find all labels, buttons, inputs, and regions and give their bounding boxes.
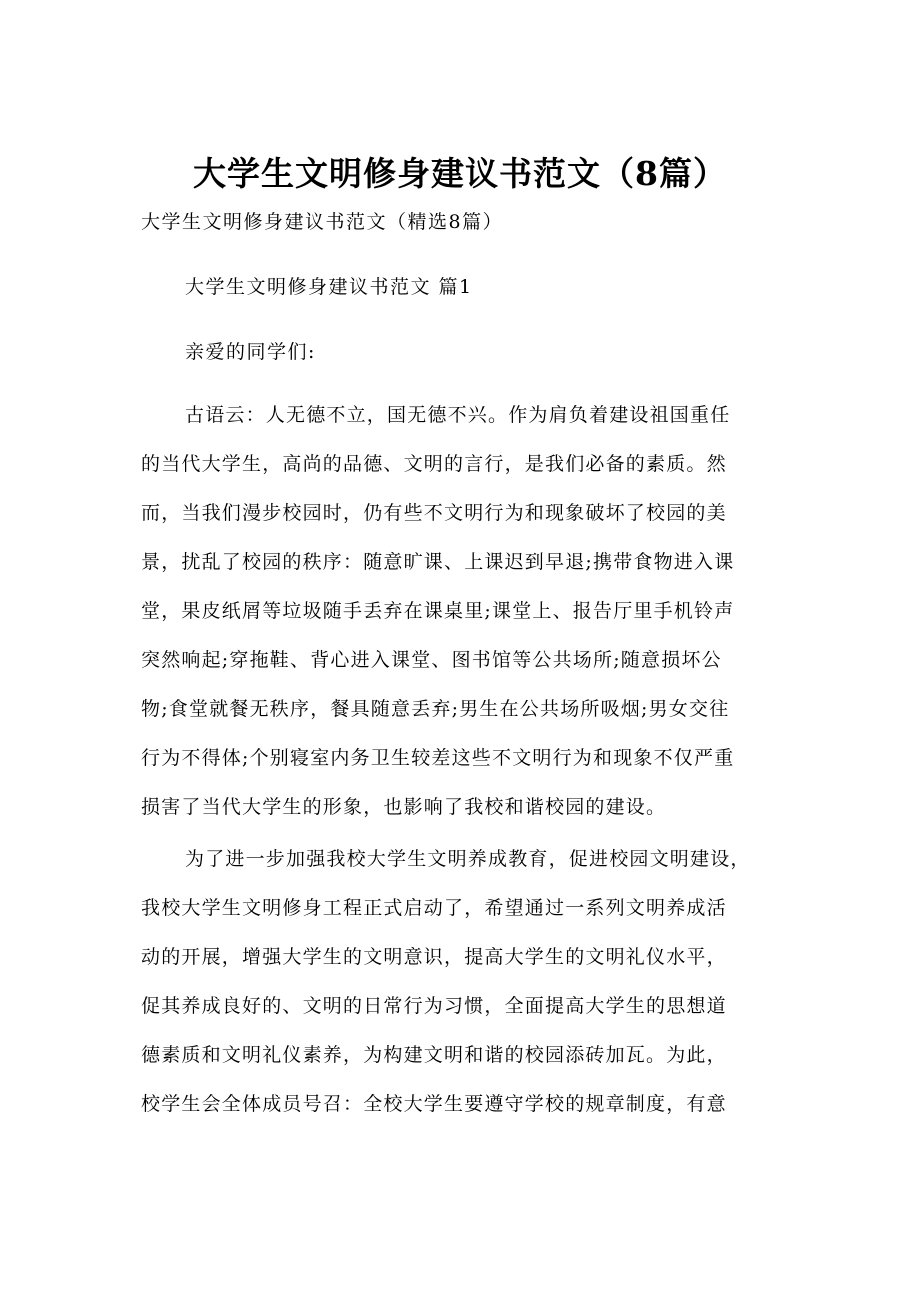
greeting: 亲爱的同学们: — [185, 341, 316, 363]
paragraph-line: 损害了当代大学生的形象，也影响了我校和谐校园的建设。 — [141, 796, 667, 818]
document-subtitle: 大学生文明修身建议书范文（精选8篇） — [141, 211, 504, 233]
section-heading: 大学生文明修身建议书范文 篇1 — [185, 276, 473, 298]
paragraph-line: 的当代大学生，高尚的品德、文明的言行，是我们必备的素质。然 — [141, 453, 727, 475]
paragraph-line: 德素质和文明礼仪素养，为构建文明和谐的校园添砖加瓦。为此， — [141, 1044, 727, 1066]
paragraph-line: 行为不得体;个别寝室内务卫生较差这些不文明行为和现象不仅严重 — [141, 747, 735, 769]
paragraph-line: 景，扰乱了校园的秩序：随意旷课、上课迟到早退;携带食物进入课 — [141, 551, 735, 573]
paragraph-line: 古语云：人无德不立，国无德不兴。作为肩负着建设祖国重任 — [185, 404, 731, 426]
paragraph-line: 校学生会全体成员号召：全校大学生要遵守学校的规章制度，有意 — [141, 1093, 727, 1115]
paragraph-line: 动的开展，增强大学生的文明意识，提高大学生的文明礼仪水平， — [141, 946, 727, 968]
paragraph-line: 物;食堂就餐无秩序，餐具随意丢弃;男生在公共场所吸烟;男女交往 — [141, 698, 730, 720]
document-title: 大学生文明修身建议书范文（8篇） — [193, 154, 727, 193]
paragraph-line: 而，当我们漫步校园时，仍有些不文明行为和现象破坏了校园的美 — [141, 502, 727, 524]
paragraph-line: 我校大学生文明修身工程正式启动了，希望通过一系列文明养成活 — [141, 897, 727, 919]
paragraph-line: 促其养成良好的、文明的日常行为习惯，全面提高大学生的思想道 — [141, 995, 727, 1017]
paragraph-line: 为了进一步加强我校大学生文明养成教育，促进校园文明建设， — [185, 848, 751, 870]
paragraph-line: 堂，果皮纸屑等垃圾随手丢弃在课桌里;课堂上、报告厅里手机铃声 — [141, 600, 735, 622]
paragraph-line: 突然响起;穿拖鞋、背心进入课堂、图书馆等公共场所;随意损坏公 — [141, 649, 722, 671]
paragraph-2 — [141, 835, 801, 1129]
paragraph-1 — [141, 391, 801, 832]
